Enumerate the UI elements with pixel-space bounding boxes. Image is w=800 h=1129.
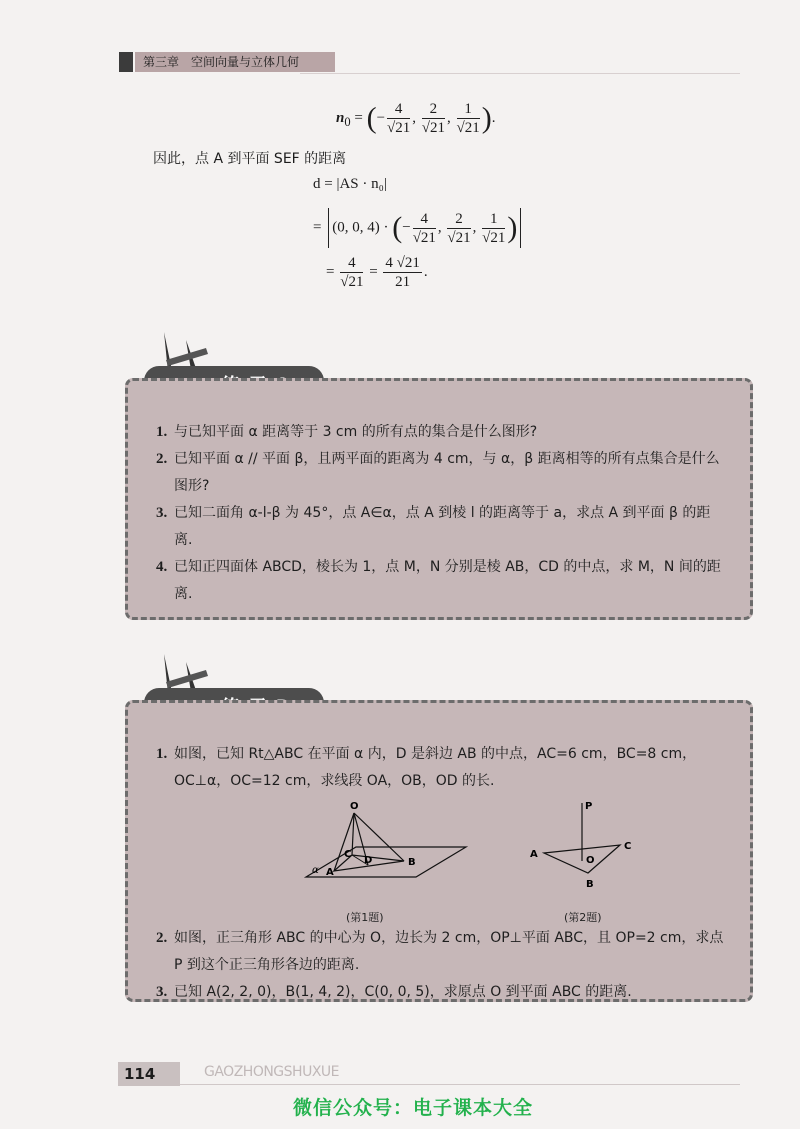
fig1-label-alpha: α	[312, 865, 319, 876]
n0-frac-1: $\frac{4}{√21}$	[387, 101, 411, 136]
chapter-header	[119, 50, 349, 74]
brace-right: )	[481, 101, 492, 135]
fig1-label-d: D	[364, 855, 373, 866]
result-frac-1: $\frac{4}{√21}$	[340, 255, 364, 290]
fig2-label-o: O	[586, 855, 595, 866]
fig1-label-o: O	[350, 801, 359, 812]
practice-b-item-3: 3. 已知 A(2, 2, 0)，B(1, 4, 2)，C(0, 0, 5)，求原点 O 到平面 ABC 的距离.	[156, 984, 632, 1000]
practice-a-item-3: 3. 已知二面角 α-l-β 为 45°，点 A∈α，点 A 到棱 l 的距离等于 a，求点 A 到平面 β 的距离.	[156, 505, 711, 548]
fig1-label-c: C	[344, 849, 352, 860]
figure-row	[156, 795, 724, 925]
footer-brand: GAOZHONGSHUXUE	[204, 1064, 340, 1080]
page-number-tab	[118, 1062, 180, 1086]
practice-a-item-4: 4. 已知正四面体 ABCD，棱长为 1，点 M，N 分别是棱 AB，CD 的中点，求 M，N 间的距离.	[156, 559, 721, 602]
distance-result: = $\frac{4}{√21}$ = $\frac{4 √21}{21}$ .	[326, 255, 428, 290]
fig1-label-a: A	[326, 867, 334, 878]
chapter-tab	[135, 52, 335, 72]
practice-a-list	[128, 381, 750, 608]
watermark: 微信公众号：电子课本大全	[293, 1097, 534, 1119]
figure-2-triangle	[522, 795, 652, 905]
exp-frac-2: $\frac{2}{√21}$	[447, 210, 471, 246]
page-number: 114	[124, 1065, 156, 1083]
fig2-label-a: A	[530, 849, 538, 860]
n0-frac-3: $\frac{1}{√21}$	[456, 101, 480, 136]
fig2-label-b: B	[586, 879, 594, 890]
practice-b-item-2: 2. 如图，正三角形 ABC 的中心为 O，边长为 2 cm，OP⊥平面 ABC，且 OP=2 cm，求点 P 到这个正三角形各边的距离.	[156, 930, 724, 973]
vector-as: (0, 0, 4)	[332, 219, 380, 236]
figure-2-caption: (第2题)	[564, 911, 602, 924]
n0-frac-2: $\frac{2}{√21}$	[421, 101, 445, 136]
n0-subscript: 0	[344, 114, 351, 129]
chapter-marker	[119, 52, 133, 72]
practice-b-list	[128, 703, 750, 1006]
footer-rule	[180, 1084, 740, 1085]
figure-1-caption: (第1题)	[346, 911, 384, 924]
distance-expansion: = (0, 0, 4) · (− $\frac{4}{√21}$ , $\frac{2}{√21}$ , $\frac{1}{√21}$ )	[313, 208, 524, 248]
fig1-label-b: B	[408, 857, 416, 868]
practice-a-item-2: 2. 已知平面 α // 平面 β，且两平面的距离为 4 cm，与 α，β 距离相等的所有点集合是什么图形?	[156, 451, 720, 494]
therefore-line: 因此，点 A 到平面 SEF 的距离	[153, 151, 347, 167]
n0-equation: $n_0$ = (− $\frac{4}{√21}$ , $\frac{2}{√21}$ , $\frac{1}{√21}$ ).	[336, 101, 496, 136]
exp-frac-1: $\frac{4}{√21}$	[412, 210, 436, 246]
fig2-label-p: P	[585, 801, 593, 812]
header-rule	[300, 73, 740, 74]
exp-frac-3: $\frac{1}{√21}$	[482, 210, 506, 246]
practice-b-box	[125, 700, 753, 1002]
fig2-label-c: C	[624, 841, 632, 852]
n0-symbol: n	[336, 109, 345, 126]
distance-definition: d = |AS · n₀|	[313, 176, 387, 192]
chapter-title: 第三章 空间向量与立体几何	[143, 55, 300, 69]
practice-a-box	[125, 378, 753, 620]
figure-1-pyramid	[276, 799, 476, 909]
brace-left: (	[366, 101, 377, 135]
practice-a-item-1: 1. 与已知平面 α 距离等于 3 cm 的所有点的集合是什么图形?	[156, 424, 538, 440]
practice-b-item-1: 1. 如图，已知 Rt△ABC 在平面 α 内，D 是斜边 AB 的中点，AC=6 cm，BC=8 cm，OC⊥α，OC=12 cm，求线段 OA，OB，OD 的长.	[156, 746, 697, 789]
result-frac-2: $\frac{4 √21}{21}$	[385, 255, 420, 290]
